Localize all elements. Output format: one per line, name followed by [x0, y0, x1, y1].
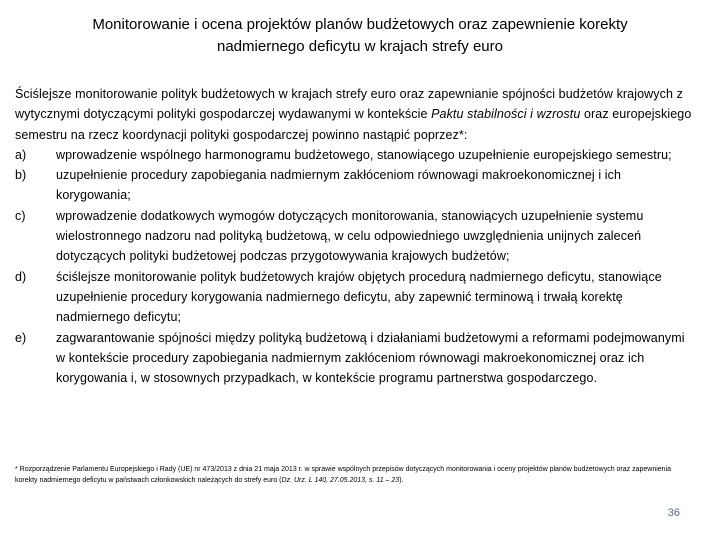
list-marker: d) [15, 269, 27, 284]
list-item-text: wprowadzenie dodatkowych wymogów dotyczących monitorowania, stanowiących uzupełnienie systemu wielostronnego nadzoru nad polityką budżetową, w celu odpowiedniego uwzględnienia unijnych zaleceń dotyczących polityki budżetowej podczas przygotowywania krajowych budżetów; [56, 208, 644, 264]
intro-italic-term: Paktu stabilności i wzrostu [431, 107, 581, 122]
list-item-text: wprowadzenie wspólnego harmonogramu budżetowego, stanowiącego uzupełnienie europejskiego semestru; [56, 147, 672, 162]
footnote-text-end: ). [399, 476, 404, 484]
list-marker: b) [15, 168, 27, 183]
list-item-text: ściślejsze monitorowanie polityk budżetowych krajów objętych procedurą nadmiernego deficytu, stanowiące uzupełnienie procedury korygowania nadmiernego deficytu, aby zapewnić terminową i trwałą korektę nadmiernego deficytu; [56, 269, 662, 325]
list-marker: a) [15, 147, 27, 162]
intro-text-start: Ściślejsze monitorowanie polityk budżetowych w krajach strefy euro oraz zapewnianie spójności budżetów krajowych z wytycznymi dotyczącymi polityki gospodarczej wydawanymi w kontekście [15, 87, 683, 122]
slide-title-line-1: Monitorowanie i ocena projektów planów budżetowych oraz zapewnienie korekty [92, 16, 628, 33]
list-item [15, 328, 695, 389]
intro-paragraph [15, 84, 695, 145]
page-number: 36 [667, 507, 680, 519]
list-item-text: uzupełnienie procedury zapobiegania nadmiernym zakłóceniom równowagi makroekonomicznej i ich korygowania; [56, 168, 622, 203]
list-item [15, 165, 695, 206]
footnote-citation: Dz. Urz. L 140, 27.05.2013, s. 11 – 23 [281, 476, 400, 484]
footnote-text-start: * Rozporządzenie Parlamentu Europejskiego i Rady (UE) nr 473/2013 z dnia 21 maja 2013 r. w sprawie wspólnych przepisów dotyczących monitorowania i oceny projektów planów budżetowych oraz zapewnienia korekty nadmiernego deficytu w państwach członkowskich należących do strefy euro ( [15, 466, 672, 484]
slide-title [40, 14, 680, 58]
measures-list [15, 145, 695, 389]
slide-body [15, 84, 695, 388]
list-item [15, 267, 695, 328]
list-item-text: zagwarantowanie spójności między polityką budżetową i działaniami budżetowymi a reformami podejmowanymi w kontekście procedury zapobiegania nadmiernym zakłóceniom równowagi makroekonomicznej oraz ich korygowania i, w stosownych przypadkach, w kontekście programu partnerstwa gospodarczego. [56, 330, 685, 386]
list-marker: c) [15, 208, 26, 223]
slide-title-line-2: nadmiernego deficytu w krajach strefy euro [217, 38, 503, 55]
list-item [15, 145, 695, 165]
footnote [15, 465, 695, 486]
intro-text-end: oraz europejskiego semestru na rzecz koordynacji polityki gospodarczej powinno nastąpić poprzez*: [15, 107, 692, 142]
list-item [15, 206, 695, 267]
list-marker: e) [15, 330, 27, 345]
